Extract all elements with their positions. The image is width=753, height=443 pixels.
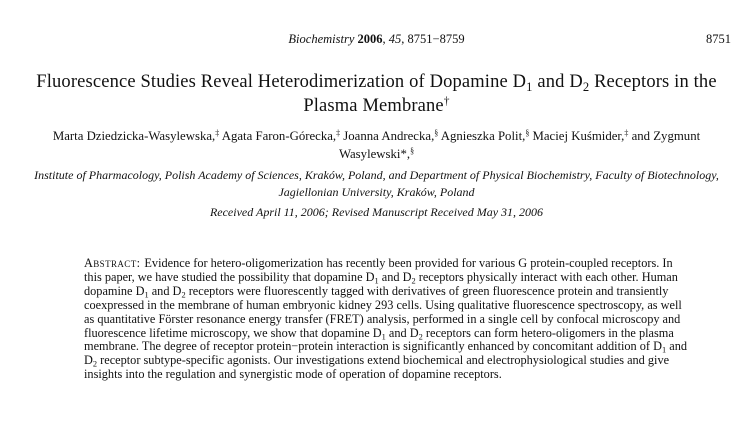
author-name: Marta Dziedzicka-Wasylewska, bbox=[52, 129, 216, 143]
abstract-subscript: 1 bbox=[661, 345, 667, 355]
title-footnote-mark: † bbox=[443, 95, 450, 108]
received-dates: Received April 11, 2006; Revised Manuscript Received May 31, 2006 bbox=[209, 205, 544, 219]
abstract-subscript: 2 bbox=[92, 359, 98, 369]
author-affiliation-mark: § bbox=[525, 128, 530, 138]
affiliation: Institute of Pharmacology, Polish Academy of Sciences, Kraków, Poland, and Department of Physical Biochemistry, Faculty of Biotechnology, Jagiellonian University, Kraków, Poland bbox=[34, 168, 719, 199]
abstract-text: receptors were fluorescently tagged with derivatives of green fluorescence protein and transiently coexpressed in the membrane of human embryonic kidney 293 cells. Using qualitative fluorescence spectroscopy, as well as quantitative Förster resonance energy transfer (FRET) analysis, performed in a single cell by confocal microscopy and fluorescence lifetime microscopy, we show that dopamine D bbox=[84, 283, 682, 340]
abstract-text: receptors physically interact with each other. Human dopamine D bbox=[84, 269, 678, 298]
abstract-subscript: 1 bbox=[144, 290, 149, 300]
abstract-subscript: 2 bbox=[411, 276, 416, 286]
title-text: and D bbox=[532, 72, 583, 92]
abstract-text: and D bbox=[84, 339, 688, 368]
title-text: Fluorescence Studies Reveal Heterodimerization of Dopamine D bbox=[36, 72, 527, 92]
abstract-text: and D bbox=[385, 325, 419, 340]
author-affiliation-mark: ‡ bbox=[624, 128, 629, 138]
author-affiliation-mark: ‡ bbox=[215, 128, 220, 138]
author-affiliation-mark: ‡ bbox=[336, 128, 341, 138]
abstract-subscript: 1 bbox=[374, 276, 379, 286]
author-name: and Zygmunt Wasylewski*, bbox=[338, 129, 701, 161]
author-name: Agata Faron-Górecka, bbox=[221, 129, 337, 143]
page-number: 8751 bbox=[706, 32, 731, 46]
author-name: Maciej Kuśmider, bbox=[532, 129, 625, 143]
title-text: Receptors in the Plasma Membrane bbox=[303, 72, 717, 116]
author-affiliation-mark: § bbox=[434, 128, 439, 138]
journal-volume: 45 bbox=[388, 32, 402, 46]
author-name: Agnieszka Polit, bbox=[440, 129, 526, 143]
journal-year: 2006 bbox=[357, 32, 383, 46]
author-name: Joanna Andrecka, bbox=[343, 129, 435, 143]
abstract-text: Evidence for hetero-oligomerization has recently been provided for various G protein-coupled receptors. In this paper, we have studied the possibility that dopamine D bbox=[84, 256, 673, 284]
title-subscript: 1 bbox=[526, 79, 533, 94]
author-list bbox=[20, 127, 733, 163]
abstract bbox=[84, 257, 688, 382]
journal-pages: 8751−8759 bbox=[407, 32, 465, 46]
abstract-text: receptor subtype-specific agonists. Our investigations extend biochemical and electrophysiological studies and give insights into the regulation and synergistic mode of operation of dopamine receptors. bbox=[84, 353, 670, 382]
abstract-label: Abstract: bbox=[84, 256, 141, 270]
abstract-subscript: 2 bbox=[418, 332, 423, 342]
abstract-subscript: 2 bbox=[181, 290, 186, 300]
abstract-text: and D bbox=[378, 269, 412, 284]
citation-separator: , bbox=[401, 32, 408, 46]
abstract-text: and D bbox=[148, 283, 182, 298]
title-subscript: 2 bbox=[582, 79, 590, 94]
citation-separator: , bbox=[382, 32, 389, 46]
journal-citation bbox=[0, 32, 753, 47]
journal-name: Biochemistry bbox=[288, 32, 355, 46]
abstract-text: receptors can form hetero-oligomers in the plasma membrane. The degree of receptor protein−protein interaction is significantly enhanced by concomitant addition of D bbox=[84, 325, 674, 354]
paper-title bbox=[20, 70, 733, 118]
abstract-subscript: 1 bbox=[381, 332, 386, 342]
author-affiliation-mark: § bbox=[410, 146, 415, 156]
journal-header bbox=[0, 32, 753, 50]
